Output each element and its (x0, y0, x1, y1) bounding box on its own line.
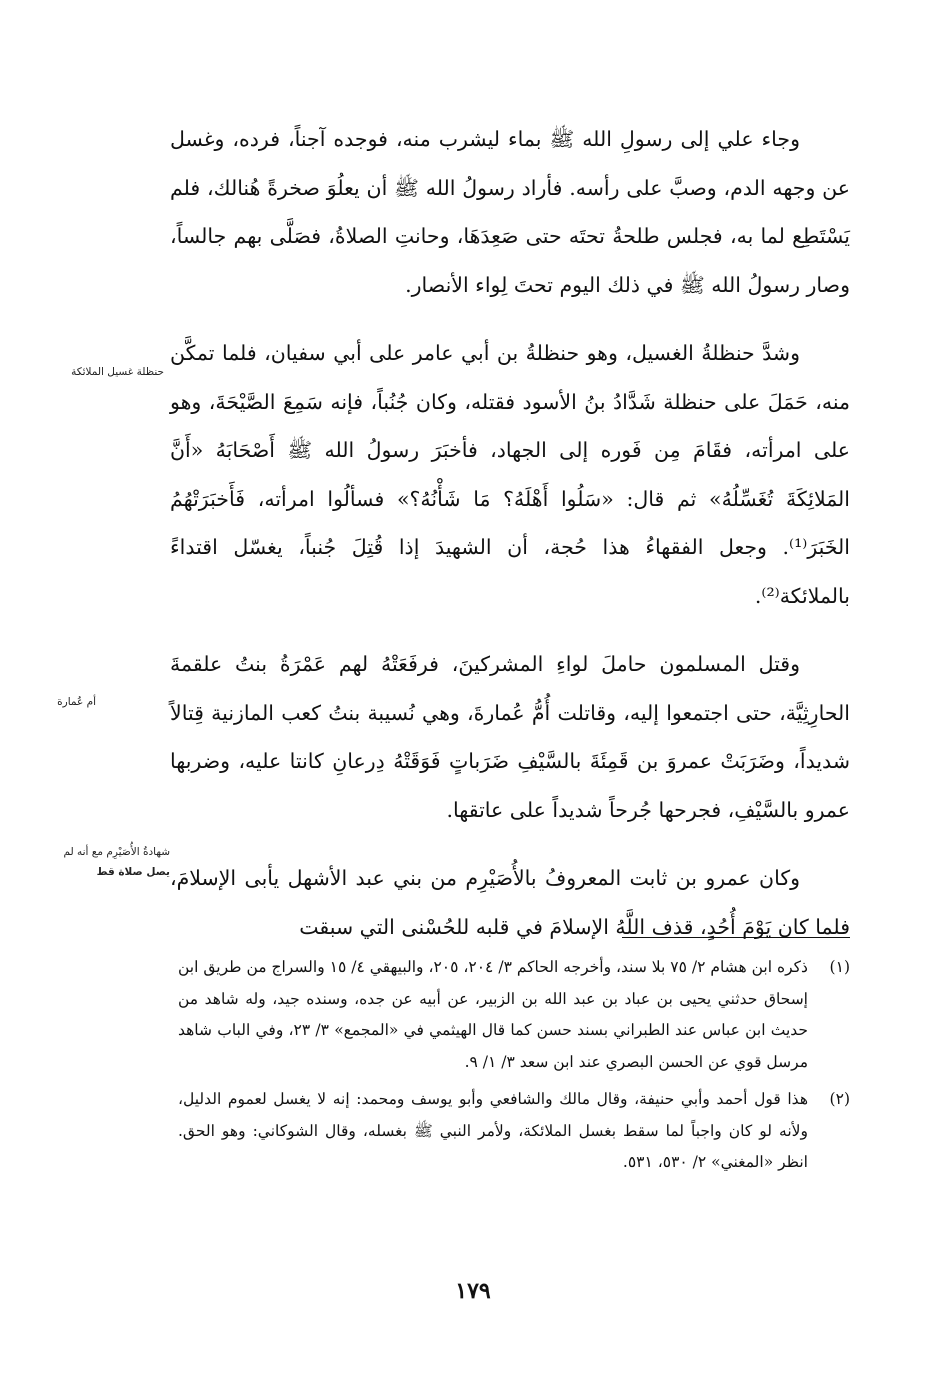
footnotes (178, 952, 850, 1185)
paragraph-water-wash: وجاء علي إلى رسولِ الله ﷺ بماء ليشرب منه، فوجده آجناً، فرده، وغسل عن وجهه الدم، وصبَّ على رأسه. فأراد رسولُ الله ﷺ أن يعلُوَ صخرةً هُنالك، فلم يَسْتَطِع لما به، فجلس طلحةُ تحتَه حتى صَعِدَهَا، وحانتِ الصلاةُ، فصَلَّى بهم جالساً، وصار رسولُ الله ﷺ في ذلك اليوم تحتَ لِواء الأنصار. (170, 127, 850, 297)
margin-note-hanzala: حنظلة غسيل الملائكة (71, 366, 164, 378)
footnote-number: (٢) (829, 1090, 850, 1108)
paragraph-usayrim: وكان عمرو بن ثابت المعروفُ بالأُصَيْرِم من بني عبد الأشهل يأبى الإسلامَ، فلما كان يَوْمَ أُحُدٍ، قذف اللَّهُ الإسلامَ في قلبه للحُسْنى التي سبقت (170, 866, 850, 939)
margin-note-usayrim-line2: يصل صلاة قط (96, 866, 170, 878)
margin-note-usayrim-line1: شهادةُ الأُصَيْرِم مع أنه لم (63, 846, 170, 858)
margin-note-umm-umara: أم عُمارة (57, 696, 96, 708)
paragraph-umm-umara: وقتل المسلمون حاملَ لواءِ المشركينَ، فرفَعَتْهُ لهم عَمْرَةُ بنتُ علقمةَ الحارِثِيَّة، حتى اجتمعوا إليه، وقاتلت أُمُّ عُمارةَ، وهي نُسيبة بنتُ كعب المازنية قِتالاً شديداً، وضَرَبَتْ عمروَ بن قَمِئَةَ بالسَّيْفِ ضَرَباتٍ فَوَقَتْهُ دِرعانِ كانتا عليه، وضربها عمرو بالسَّيْفِ، فجرحها جُرحاً شديداً على عاتقها. (170, 652, 850, 822)
footnote-text: هذا قول أحمد وأبي حنيفة، وقال مالك والشافعي وأبو يوسف ومحمد: إنه لا يغسل لعموم الدليل، ولأنه لو كان واجباً لما سقط بغسل الملائكة، ولأمر النبي ﷺ بغسله، وقال الشوكاني: وهو الحق. انظر «المغني» ٢/ ٥٣٠، ٥٣١. (178, 1090, 808, 1171)
margin-note-usayrim (10, 842, 170, 882)
footnote-separator (622, 937, 850, 938)
footnote (178, 1084, 850, 1179)
footnote-text: ذكره ابن هشام ٢/ ٧٥ بلا سند، وأخرجه الحاكم ٣/ ٢٠٤، ٢٠٥، والبيهقي ٤/ ١٥ والسراج من طريق ابن إسحاق حدثني يحيى بن عباد بن عبد الله بن الزبير، عن أبيه عن جده، وسنده جيد، وله شاهد من حديث ابن عباس عند الطبراني بسند حسن كما قال الهيثمي في «المجمع» ٣/ ٢٣، وفي الباب شاهد مرسل قوي عن الحسن البصري عند ابن سعد ٣/ ١/ ٩. (178, 958, 808, 1071)
page-number: ١٧٩ (455, 1278, 491, 1304)
footnote-number: (١) (829, 958, 850, 976)
paragraph-hanzala: وشدَّ حنظلةُ الغسيل، وهو حنظلةُ بن أبي عامر على أبي سفيان، فلما تمكَّن منه، حَمَلَ على حنظلة شَدَّادُ بنُ الأسود فقتله، وكان جُنُباً، فإنه سَمِعَ الصَّيْحَةَ، وهو على امرأته، فقَامَ مِن فَوره إلى الجهاد، فأخبَرَ رسولُ الله ﷺ أَصْحَابَهُ «أَنَّ المَلائِكَةَ تُغَسِّلُهُ» ثم قال: «سَلُوا أَهْلَهُ؟ مَا شَأْنُهُ؟» فسألُوا امرأته، فَأَخبَرَتْهُمُ الخَبَرَ⁽¹⁾. وجعل الفقهاءُ هذا حُجة، أن الشهيدَ إذا قُتِلَ جُنباً، يغسّل اقتداءً بالملائكة⁽²⁾. (170, 341, 850, 608)
footnote (178, 952, 850, 1078)
main-text (170, 115, 850, 951)
